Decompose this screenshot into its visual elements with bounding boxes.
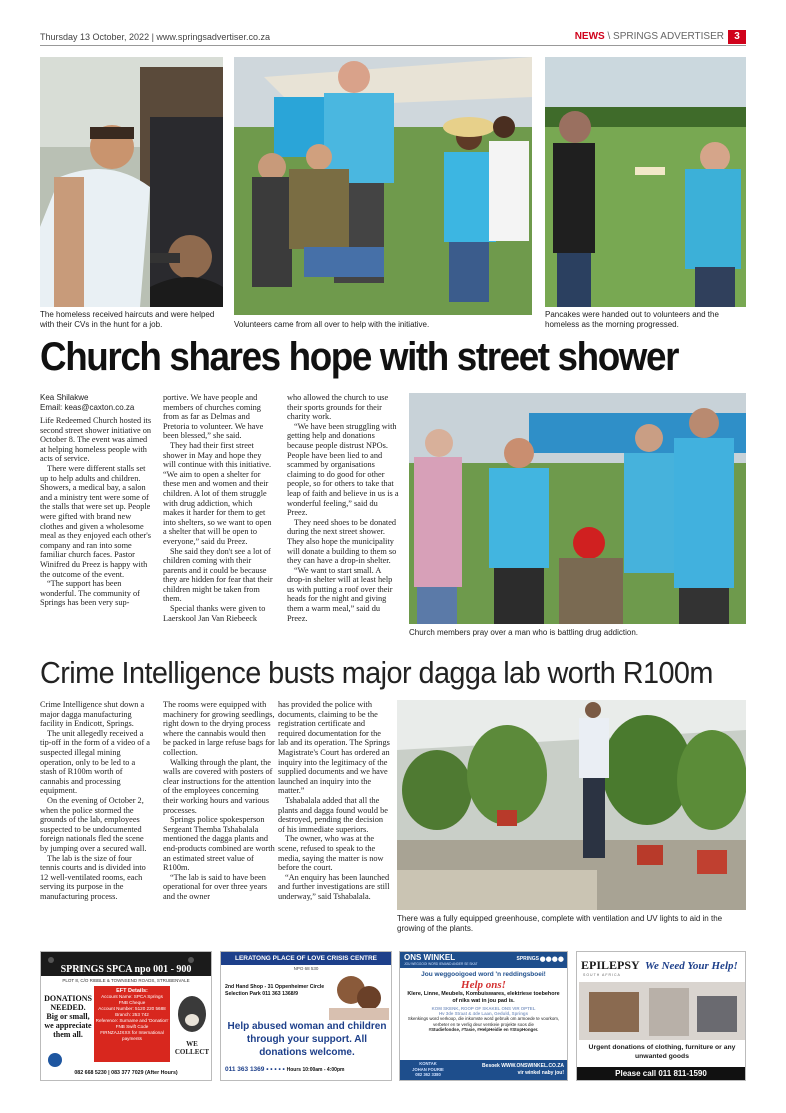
ad-epilepsy <box>576 951 746 1081</box>
photo-greenhouse <box>397 700 746 910</box>
donations-photo <box>579 982 745 1040</box>
headline-dagga: Crime Intelligence busts major dagga lab worth R100m <box>40 655 713 690</box>
article2-col2 <box>163 700 275 901</box>
paragraph: Tshabalala added that all the plants and dagga found would be destroyed, pending the decision of his immediate superiors. <box>278 795 388 834</box>
leratong-photo <box>329 972 389 1020</box>
epilepsy-headline: We Need Your Help! <box>645 960 738 972</box>
spca-logo-icon <box>45 1052 65 1068</box>
paragraph: “The lab is said to have been operational for over three years and the owner <box>163 872 268 901</box>
ons-banner <box>400 952 567 968</box>
ons-website[interactable]: Besoek WWW.ONSWINKEL.CO.ZA <box>482 1063 564 1069</box>
epilepsy-logo-sub: SOUTH AFRICA <box>583 973 621 977</box>
section-news: NEWS <box>574 31 605 42</box>
leratong-title: LERATONG PLACE OF LOVE CRISIS CENTRE <box>221 952 391 965</box>
caption-haircut: The homeless received haircuts and were helped with their CVs in the hunt for a job. <box>40 310 215 329</box>
section-publication: \ SPRINGS ADVERTISER <box>604 31 724 42</box>
eft-line: Reference: Surname and 'Donation' <box>95 1018 169 1023</box>
leratong-body: Help abused woman and children through your support. All donations welcome. <box>227 1021 387 1058</box>
epilepsy-cta[interactable]: Please call 011 811-1590 <box>577 1067 745 1080</box>
header-rule <box>40 45 746 46</box>
author-name: Kea Shilakwe <box>40 393 89 402</box>
paragraph: “An enquiry has been launched and further investigations are still underway,” said Tshabalala. <box>278 872 390 901</box>
author-email: Email: keas@caxton.co.za <box>40 403 135 412</box>
ons-body: Skenkings word verkoop, die inkomste word gebruik om armoede te voorkom, verbeter en te verlig deur verskeie projekte soos die <box>407 1016 560 1027</box>
ons-address1: KOM SKENK, ROOP OF SKAKEL ONS VIR OPTEL <box>431 1006 536 1011</box>
dog-photo <box>175 992 209 1036</box>
paragraph: Life Redeemed Church hosted its second street shower initiative on October 8. The event was aimed at helping homeless people with acts of service. <box>40 416 152 464</box>
ons-tag: JOU WEGGOOI WORD IEMAND ANDER SE SKAT <box>404 962 478 966</box>
ons-footer <box>400 1060 567 1080</box>
epilepsy-logo: EPILEPSY <box>581 958 640 972</box>
ad-spca <box>40 951 212 1081</box>
ons-contact <box>403 1061 453 1078</box>
paragraph: The lab is the size of four tennis courts and is divided into 12 well-ventilated rooms, each serving its purpose in the manufacturing process. <box>40 853 146 901</box>
caption-greenhouse: There was a fully equipped greenhouse, complete with ventilation and UV lights to aid in the growing of the plants. <box>397 914 723 933</box>
article1-col2 <box>163 393 275 623</box>
paragraph: On the evening of October 2, when the police stormed the grounds of the lab, employees suspected to be undocumented foreign nationals fled the scene by jumping over a secured wall. <box>40 795 147 853</box>
article1-col3 <box>287 393 399 623</box>
epilepsy-body: Urgent donations of clothing, furniture or any unwanted goods <box>588 1044 736 1060</box>
headline-church: Church shares hope with street shower <box>40 335 679 379</box>
ons-contact-phone: 082 362 3380 <box>415 1072 441 1077</box>
paragraph: Springs police spokesperson Sergeant Themba Tshabalala mentioned the dagga plants and end-products combined are worth an estimated street value of R100m. <box>163 815 275 873</box>
leratong-contact <box>225 1066 389 1073</box>
ons-brand: ONS WINKEL <box>404 953 456 962</box>
ons-springs: SPRINGS <box>516 956 539 962</box>
social-icons: ●●●● <box>539 955 564 963</box>
paragraph: who allowed the church to use their sports grounds for their charity work. <box>287 393 389 422</box>
ons-visit-2: vir winkel naby jou! <box>517 1069 564 1076</box>
paragraph: “We want to start small. A drop-in shelter will at least help us with putting a roof over their heads for the night and giving them a warm meal,” said du Preez. <box>287 565 393 623</box>
spca-eft-title: EFT Details: <box>116 988 148 994</box>
spca-title: SPRINGS SPCA npo 001 - 900 <box>60 964 192 975</box>
ons-address2: Hv 3de Straat & 4de Laan, Geduld, Springs <box>438 1011 529 1016</box>
eft-line: FNB Swift Code <box>115 1024 149 1029</box>
section-label <box>575 31 724 42</box>
photo-haircut <box>40 57 223 307</box>
paragraph: has provided the police with documents, claiming to be the registration certificate and required documentation for the lab and its operation. The Springs Magistrate's Court has ordered an inquiry into the legitimacy of the supplied documents and we have launched an inquiry into the matter.” <box>278 700 390 796</box>
leratong-dots: • • • • • <box>266 1066 285 1073</box>
article2-col1 <box>40 700 152 901</box>
spca-donations: DONATIONS NEEDED. Big or small, we appreciate them all. <box>44 994 92 1039</box>
spca-eft-box <box>94 986 170 1062</box>
leratong-npo: NPO 68 530 <box>293 966 319 971</box>
spca-address: PLOT 8, C/O RIBBLE & TOWNSEND ROADS, STRUBENVALE <box>62 978 190 983</box>
paragraph: Special thanks were given to Laerskool Jan Van Riebeeck <box>163 604 266 623</box>
paragraph: portive. We have people and members of churches coming from as far as Delmas and Pretoria to volunteer. We have been blessed,” she said. <box>163 393 264 441</box>
leratong-park: Selection Park 011 363 1368/9 <box>225 991 298 997</box>
spca-phones: 082 668 5230 | 083 377 7029 (After Hours) <box>74 1070 178 1076</box>
paragraph: They had their first street shower in May and hope they will continue with this initiative. “We aim to open a shelter for these men and women and their children. A lot of them struggle with drug addiction, which makes it harder for them to get into shelters, so we want to open a shelter that will be open to everyone,” said du Preez. <box>163 440 272 546</box>
eft-line: Account Name: SPCA Springs <box>101 994 163 999</box>
photo-volunteers <box>234 57 532 315</box>
issue-date: Thursday 13 October, 2022 | www.springsadvertiser.co.za <box>40 32 270 42</box>
spca-eft-details <box>94 994 170 1042</box>
paragraph: The owner, who was at the scene, refused to speak to the media, saying the matter is now before the court. <box>278 834 384 873</box>
paragraph: The rooms were equipped with machinery for growing seedlings, right down to the drying process where the cannabis would then be packed in large refuse bags for collection. <box>163 700 275 757</box>
ons-visit[interactable] <box>456 1063 564 1076</box>
paragraph: Walking through the plant, the walls are covered with posters of clear instructions for the attention of the employees concerning their working hours and various processes. <box>163 757 275 815</box>
eft-line: Branch: 253 742 <box>115 1012 149 1017</box>
paragraph: There were different stalls set up to help adults and children. Showers, a medical bay, a salon and a ministry tent were some of the stalls that were set up. People were gifted with brand new clothes and given a wholesome meal as they enjoyed each other's company and ran into some familiar church faces. Pastor Winifred du Preez is happy with the outcome of the event. <box>40 463 151 579</box>
ons-items: Klere, Linne, Meubels, Kombuiswares, elektriese toebehore of niks wat in jou pad is. <box>407 991 560 1004</box>
caption-pancakes: Pancakes were handed out to volunteers and the homeless as the morning progressed. <box>545 310 719 329</box>
paragraph: She said they don't see a lot of children coming with their parents and it could be because they are hidden for fear that their children might be taken from them. <box>163 546 273 604</box>
photo-pancakes <box>545 57 746 307</box>
leratong-phone: 011 363 1369 <box>225 1066 265 1073</box>
article2-col3 <box>278 700 392 901</box>
byline <box>40 393 134 413</box>
leratong-shop: 2nd Hand Shop - 31 Oppenheimer Circle <box>225 984 325 990</box>
ons-contact-name: JOHAN FOURIE <box>412 1066 444 1072</box>
photo-prayer <box>409 393 746 624</box>
leratong-address <box>225 984 335 998</box>
paragraph: The unit allegedly received a tip-off in the form of a video of a suspected illegal mining operation, only to be led to a stash of R100m worth of cannabis and processing equipment. <box>40 728 150 796</box>
paragraph: Crime Intelligence shut down a major dagga manufacturing facility in Endicott, Springs. <box>40 700 145 729</box>
paragraph: “We have been struggling with getting help and donations because people distrust NPOs. People have been lied to and scammed by organisations claiming to do good for other people, so for others to take that leap of faith and believe in us is a wonderful feeling,” said du Preez. <box>287 421 399 518</box>
eft-line: Account Number: 5120 220 5688 <box>98 1006 166 1011</box>
leratong-hours: Hours 10:00am - 4:00pm <box>286 1067 345 1073</box>
eft-line: FNB Cheque <box>118 1000 146 1005</box>
eft-line: FIRNZAJJXXX for International payments <box>100 1030 164 1041</box>
ad-ons-winkel <box>399 951 568 1081</box>
spca-collect: WE COLLECT <box>174 1040 210 1056</box>
ons-headline: Jou weggooigoed word 'n reddingsboei! <box>421 971 546 978</box>
page-number: 3 <box>728 30 746 44</box>
article1-col1 <box>40 416 152 608</box>
ad-leratong <box>220 951 392 1081</box>
ons-tags: #Studiefondse, #Tasie, #HelpHeidie en #StopHonger. <box>428 1027 539 1032</box>
ons-script: Help ons! <box>461 979 506 991</box>
paragraph: “The support has been wonderful. The community of Springs has been very sup- <box>40 579 140 608</box>
caption-prayer: Church members pray over a man who is battling drug addiction. <box>409 628 638 637</box>
paragraph: They need shoes to be donated during the next street shower. They also hope the municipality will donate a building to them so they can have a drop-in shelter. <box>287 517 397 566</box>
caption-volunteers: Volunteers came from all over to help with the initiative. <box>234 320 430 329</box>
ons-contact-label: KONTAK <box>419 1061 437 1066</box>
